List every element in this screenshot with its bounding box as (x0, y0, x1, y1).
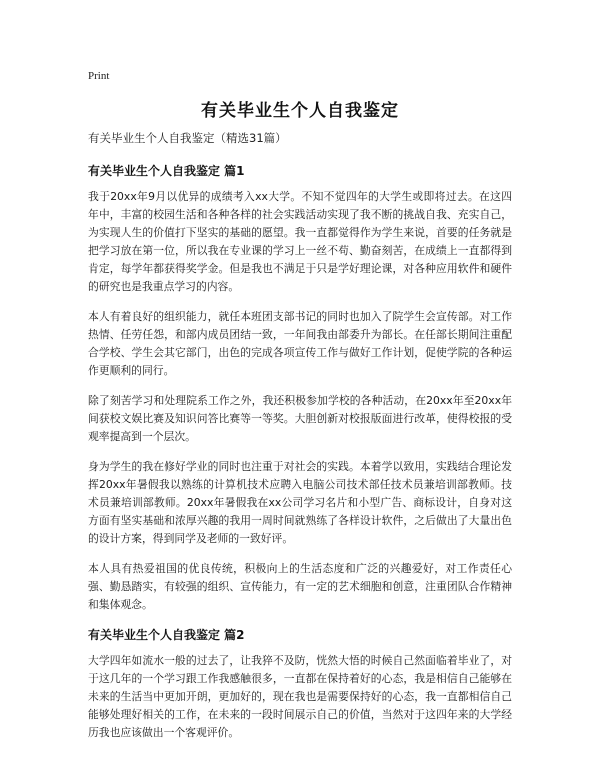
section-heading: 有关毕业生个人自我鉴定 篇2 (88, 628, 245, 642)
section-1 (88, 162, 512, 614)
paragraph: 本人具有热爱祖国的优良传统，积极向上的生活态度和广泛的兴趣爱好，对工作责任心强、勤恳踏实，有较强的组织、宣传能力，有一定的艺术细胞和创意，注重团队合作精神和集体观念。 (88, 562, 512, 611)
document-body (88, 130, 512, 754)
paragraph: 身为学生的我在修好学业的同时也注重于对社会的实践。本着学以致用，实践结合理论发挥20xx年暑假我以熟练的计算机技术应聘入电脑公司技术部任技术员兼培训部教师。技术员兼培训部教师。20xx年暑假我在xx公司学习名片和小型广告、商标设计，自身对这方面有坚实基础和浓厚兴趣的我用一周时间就熟练了各样设计软件，之后做出了大量出色的设计方案，得到同学及老师的一致好评。 (88, 460, 512, 545)
paragraph: 除了刻苦学习和处理院系工作之外，我还积极参加学校的各种活动，在20xx年至20xx年间获校文娱比赛及知识问答比赛等一等奖。大胆创新对校报版面进行改革，使得校报的受观率提高到一个层次。 (88, 394, 512, 443)
paragraph: 大学四年如流水一般的过去了，让我猝不及防，恍然大悟的时候自己然面临着毕业了，对于这几年的一个学习跟工作我感触很多，一直都在保持着好的心态，我是相信自己能够在未来的生活当中更加开朗，更加好的，现在我也是需要保持好的心态，我一直都相信自己能够处理好相关的工作，在未来的一段时间展示自己的价值，当然对于这四年来的大学经历我也应该做出一个客观评价。 (88, 654, 512, 739)
section-heading: 有关毕业生个人自我鉴定 篇1 (88, 164, 245, 178)
page-title: 有关毕业生个人自我鉴定 (201, 101, 399, 121)
print-label[interactable]: Print (88, 70, 110, 82)
section-2 (88, 626, 512, 742)
paragraph: 我于20xx年9月以优异的成绩考入xx大学。不知不觉四年的大学生或即将过去。在这四年中，丰富的校园生活和各种各样的社会实践活动实现了我不断的挑战自我、充实自己，为实现人生的价值打下坚实的基础的愿望。我一直都觉得作为学生来说，首要的任务就是把学习放在第一位，所以我在专业课的学习上一丝不苟、勤奋刻苦，在成绩上一直都得到肯定，每学年都获得奖学金。但是我也不满足于只是学好理论课，对各种应用软件和硬件的研究也是我重点学习的内容。 (88, 190, 512, 293)
paragraph: 本人有着良好的组织能力，就任本班团支部书记的同时也加入了院学生会宣传部。对工作热情、任劳任怨，和部内成员团结一致，一年间我由部委升为部长。在任部长期间注重配合学校、学生会其它部门，出色的完成各项宣传工作与做好工作计划，促使学院的各种运作更顺利的同行。 (88, 310, 512, 377)
document-subtitle: 有关毕业生个人自我鉴定（精选31篇） (88, 131, 287, 145)
